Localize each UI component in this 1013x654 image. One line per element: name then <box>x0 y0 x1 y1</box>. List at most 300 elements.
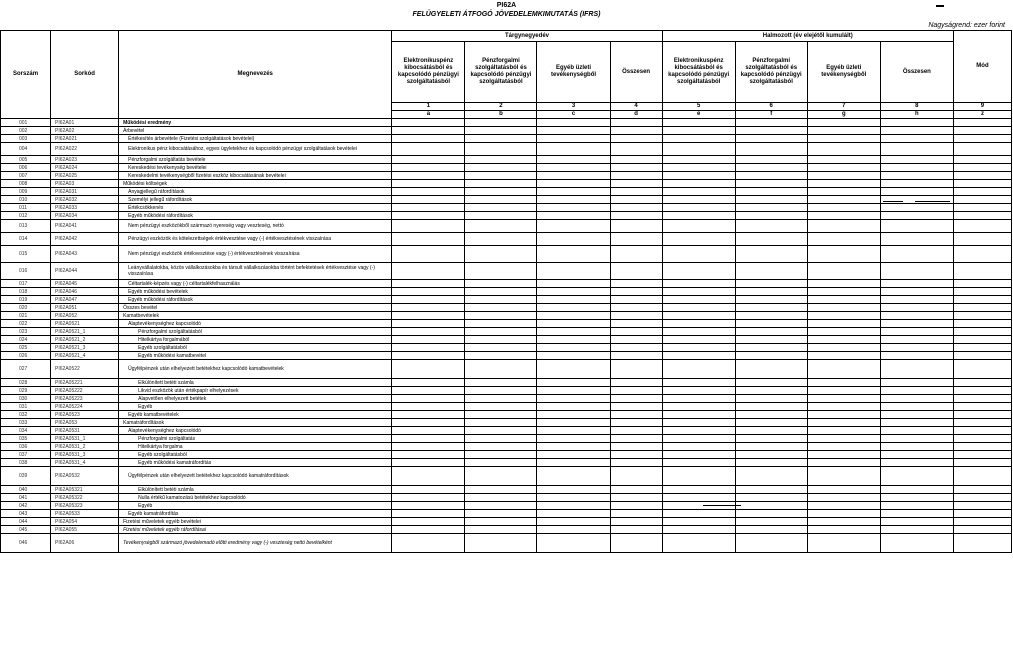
value-cell[interactable] <box>735 312 807 320</box>
value-cell[interactable] <box>880 280 953 288</box>
value-cell[interactable] <box>392 119 465 127</box>
value-cell[interactable] <box>880 119 953 127</box>
value-cell[interactable] <box>392 204 465 212</box>
value-cell[interactable] <box>880 296 953 304</box>
value-cell[interactable] <box>392 411 465 419</box>
value-cell[interactable] <box>537 164 610 172</box>
value-cell[interactable] <box>880 510 953 518</box>
value-cell[interactable] <box>465 312 537 320</box>
value-cell[interactable] <box>537 127 610 135</box>
value-cell[interactable] <box>537 435 610 443</box>
value-cell[interactable] <box>953 263 1011 280</box>
value-cell[interactable] <box>662 395 735 403</box>
value-cell[interactable] <box>465 164 537 172</box>
value-cell[interactable] <box>880 419 953 427</box>
value-cell[interactable] <box>537 304 610 312</box>
value-cell[interactable] <box>610 143 662 156</box>
value-cell[interactable] <box>953 510 1011 518</box>
value-cell[interactable] <box>537 486 610 494</box>
value-cell[interactable] <box>392 360 465 379</box>
value-cell[interactable] <box>610 212 662 220</box>
value-cell[interactable] <box>807 352 880 360</box>
value-cell[interactable] <box>392 263 465 280</box>
value-cell[interactable] <box>953 344 1011 352</box>
value-cell[interactable] <box>610 451 662 459</box>
value-cell[interactable] <box>735 164 807 172</box>
value-cell[interactable] <box>392 280 465 288</box>
value-cell[interactable] <box>953 328 1011 336</box>
value-cell[interactable] <box>807 156 880 164</box>
value-cell[interactable] <box>610 312 662 320</box>
value-cell[interactable] <box>537 336 610 344</box>
value-cell[interactable] <box>735 143 807 156</box>
value-cell[interactable] <box>537 467 610 486</box>
value-cell[interactable] <box>807 534 880 553</box>
value-cell[interactable] <box>537 403 610 411</box>
value-cell[interactable] <box>537 494 610 502</box>
value-cell[interactable] <box>392 188 465 196</box>
value-cell[interactable] <box>735 336 807 344</box>
value-cell[interactable] <box>953 459 1011 467</box>
value-cell[interactable] <box>537 204 610 212</box>
value-cell[interactable] <box>465 328 537 336</box>
value-cell[interactable] <box>610 502 662 510</box>
value-cell[interactable] <box>465 204 537 212</box>
value-cell[interactable] <box>880 336 953 344</box>
value-cell[interactable] <box>807 526 880 534</box>
value-cell[interactable] <box>735 280 807 288</box>
value-cell[interactable] <box>953 304 1011 312</box>
value-cell[interactable] <box>880 403 953 411</box>
value-cell[interactable] <box>465 494 537 502</box>
value-cell[interactable] <box>880 156 953 164</box>
value-cell[interactable] <box>610 419 662 427</box>
value-cell[interactable] <box>610 443 662 451</box>
value-cell[interactable] <box>610 328 662 336</box>
value-cell[interactable] <box>662 403 735 411</box>
value-cell[interactable] <box>880 467 953 486</box>
value-cell[interactable] <box>880 395 953 403</box>
value-cell[interactable] <box>880 344 953 352</box>
value-cell[interactable] <box>735 233 807 246</box>
value-cell[interactable] <box>392 180 465 188</box>
value-cell[interactable] <box>807 467 880 486</box>
value-cell[interactable] <box>735 204 807 212</box>
value-cell[interactable] <box>392 494 465 502</box>
value-cell[interactable] <box>537 312 610 320</box>
value-cell[interactable] <box>807 403 880 411</box>
value-cell[interactable] <box>953 435 1011 443</box>
value-cell[interactable] <box>662 196 735 204</box>
value-cell[interactable] <box>953 212 1011 220</box>
value-cell[interactable] <box>662 328 735 336</box>
value-cell[interactable] <box>662 518 735 526</box>
value-cell[interactable] <box>465 360 537 379</box>
value-cell[interactable] <box>465 288 537 296</box>
value-cell[interactable] <box>953 502 1011 510</box>
value-cell[interactable] <box>662 379 735 387</box>
value-cell[interactable] <box>392 220 465 233</box>
value-cell[interactable] <box>735 494 807 502</box>
value-cell[interactable] <box>735 443 807 451</box>
value-cell[interactable] <box>662 387 735 395</box>
value-cell[interactable] <box>953 119 1011 127</box>
value-cell[interactable] <box>953 188 1011 196</box>
value-cell[interactable] <box>953 419 1011 427</box>
value-cell[interactable] <box>807 344 880 352</box>
value-cell[interactable] <box>735 486 807 494</box>
value-cell[interactable] <box>610 127 662 135</box>
value-cell[interactable] <box>807 395 880 403</box>
value-cell[interactable] <box>735 246 807 263</box>
value-cell[interactable] <box>735 459 807 467</box>
value-cell[interactable] <box>537 280 610 288</box>
value-cell[interactable] <box>807 451 880 459</box>
value-cell[interactable] <box>662 352 735 360</box>
value-cell[interactable] <box>537 288 610 296</box>
value-cell[interactable] <box>610 526 662 534</box>
value-cell[interactable] <box>735 263 807 280</box>
value-cell[interactable] <box>392 233 465 246</box>
value-cell[interactable] <box>537 411 610 419</box>
value-cell[interactable] <box>735 180 807 188</box>
value-cell[interactable] <box>880 411 953 419</box>
value-cell[interactable] <box>465 427 537 435</box>
value-cell[interactable] <box>953 486 1011 494</box>
value-cell[interactable] <box>953 135 1011 143</box>
value-cell[interactable] <box>953 411 1011 419</box>
value-cell[interactable] <box>537 510 610 518</box>
value-cell[interactable] <box>537 196 610 204</box>
value-cell[interactable] <box>610 459 662 467</box>
value-cell[interactable] <box>662 459 735 467</box>
value-cell[interactable] <box>953 143 1011 156</box>
value-cell[interactable] <box>807 127 880 135</box>
value-cell[interactable] <box>392 459 465 467</box>
value-cell[interactable] <box>953 180 1011 188</box>
value-cell[interactable] <box>807 119 880 127</box>
value-cell[interactable] <box>662 212 735 220</box>
value-cell[interactable] <box>880 526 953 534</box>
value-cell[interactable] <box>735 320 807 328</box>
value-cell[interactable] <box>807 233 880 246</box>
value-cell[interactable] <box>465 344 537 352</box>
value-cell[interactable] <box>610 304 662 312</box>
value-cell[interactable] <box>537 220 610 233</box>
value-cell[interactable] <box>537 344 610 352</box>
value-cell[interactable] <box>735 419 807 427</box>
value-cell[interactable] <box>735 344 807 352</box>
value-cell[interactable] <box>392 502 465 510</box>
value-cell[interactable] <box>735 427 807 435</box>
value-cell[interactable] <box>735 518 807 526</box>
value-cell[interactable] <box>662 360 735 379</box>
value-cell[interactable] <box>807 143 880 156</box>
value-cell[interactable] <box>610 119 662 127</box>
value-cell[interactable] <box>392 387 465 395</box>
value-cell[interactable] <box>735 288 807 296</box>
value-cell[interactable] <box>465 296 537 304</box>
value-cell[interactable] <box>392 135 465 143</box>
value-cell[interactable] <box>735 119 807 127</box>
value-cell[interactable] <box>392 467 465 486</box>
value-cell[interactable] <box>392 164 465 172</box>
value-cell[interactable] <box>392 196 465 204</box>
value-cell[interactable] <box>465 220 537 233</box>
value-cell[interactable] <box>880 360 953 379</box>
value-cell[interactable] <box>735 379 807 387</box>
value-cell[interactable] <box>662 486 735 494</box>
value-cell[interactable] <box>537 135 610 143</box>
value-cell[interactable] <box>807 427 880 435</box>
value-cell[interactable] <box>392 451 465 459</box>
value-cell[interactable] <box>735 135 807 143</box>
value-cell[interactable] <box>880 518 953 526</box>
value-cell[interactable] <box>807 280 880 288</box>
value-cell[interactable] <box>610 403 662 411</box>
value-cell[interactable] <box>807 336 880 344</box>
value-cell[interactable] <box>610 246 662 263</box>
value-cell[interactable] <box>610 288 662 296</box>
value-cell[interactable] <box>953 526 1011 534</box>
value-cell[interactable] <box>392 288 465 296</box>
value-cell[interactable] <box>662 344 735 352</box>
value-cell[interactable] <box>392 143 465 156</box>
value-cell[interactable] <box>953 518 1011 526</box>
value-cell[interactable] <box>735 387 807 395</box>
value-cell[interactable] <box>662 143 735 156</box>
value-cell[interactable] <box>465 304 537 312</box>
value-cell[interactable] <box>662 304 735 312</box>
value-cell[interactable] <box>610 164 662 172</box>
value-cell[interactable] <box>392 212 465 220</box>
value-cell[interactable] <box>953 127 1011 135</box>
value-cell[interactable] <box>807 328 880 336</box>
value-cell[interactable] <box>662 534 735 553</box>
value-cell[interactable] <box>735 212 807 220</box>
value-cell[interactable] <box>537 328 610 336</box>
value-cell[interactable] <box>880 379 953 387</box>
value-cell[interactable] <box>392 344 465 352</box>
value-cell[interactable] <box>953 164 1011 172</box>
value-cell[interactable] <box>392 379 465 387</box>
value-cell[interactable] <box>537 246 610 263</box>
value-cell[interactable] <box>880 188 953 196</box>
value-cell[interactable] <box>465 467 537 486</box>
value-cell[interactable] <box>662 443 735 451</box>
value-cell[interactable] <box>610 188 662 196</box>
value-cell[interactable] <box>465 526 537 534</box>
value-cell[interactable] <box>953 233 1011 246</box>
value-cell[interactable] <box>807 188 880 196</box>
value-cell[interactable] <box>537 212 610 220</box>
value-cell[interactable] <box>880 143 953 156</box>
value-cell[interactable] <box>465 395 537 403</box>
value-cell[interactable] <box>953 395 1011 403</box>
value-cell[interactable] <box>662 263 735 280</box>
value-cell[interactable] <box>953 280 1011 288</box>
value-cell[interactable] <box>392 486 465 494</box>
value-cell[interactable] <box>953 296 1011 304</box>
value-cell[interactable] <box>807 288 880 296</box>
value-cell[interactable] <box>807 164 880 172</box>
value-cell[interactable] <box>392 518 465 526</box>
value-cell[interactable] <box>610 518 662 526</box>
value-cell[interactable] <box>662 288 735 296</box>
value-cell[interactable] <box>392 419 465 427</box>
value-cell[interactable] <box>662 451 735 459</box>
value-cell[interactable] <box>392 534 465 553</box>
value-cell[interactable] <box>953 220 1011 233</box>
value-cell[interactable] <box>610 427 662 435</box>
value-cell[interactable] <box>392 320 465 328</box>
value-cell[interactable] <box>953 403 1011 411</box>
value-cell[interactable] <box>465 387 537 395</box>
value-cell[interactable] <box>807 180 880 188</box>
value-cell[interactable] <box>537 233 610 246</box>
value-cell[interactable] <box>465 443 537 451</box>
value-cell[interactable] <box>807 360 880 379</box>
value-cell[interactable] <box>465 518 537 526</box>
value-cell[interactable] <box>662 156 735 164</box>
value-cell[interactable] <box>735 467 807 486</box>
value-cell[interactable] <box>465 486 537 494</box>
value-cell[interactable] <box>807 135 880 143</box>
value-cell[interactable] <box>735 220 807 233</box>
value-cell[interactable] <box>735 411 807 419</box>
value-cell[interactable] <box>610 411 662 419</box>
value-cell[interactable] <box>465 379 537 387</box>
value-cell[interactable] <box>880 312 953 320</box>
value-cell[interactable] <box>807 419 880 427</box>
value-cell[interactable] <box>537 451 610 459</box>
value-cell[interactable] <box>807 435 880 443</box>
value-cell[interactable] <box>953 379 1011 387</box>
value-cell[interactable] <box>392 312 465 320</box>
value-cell[interactable] <box>465 212 537 220</box>
value-cell[interactable] <box>537 379 610 387</box>
value-cell[interactable] <box>735 510 807 518</box>
value-cell[interactable] <box>537 534 610 553</box>
value-cell[interactable] <box>610 233 662 246</box>
value-cell[interactable] <box>465 419 537 427</box>
value-cell[interactable] <box>392 526 465 534</box>
value-cell[interactable] <box>537 443 610 451</box>
value-cell[interactable] <box>392 156 465 164</box>
value-cell[interactable] <box>880 534 953 553</box>
value-cell[interactable] <box>662 119 735 127</box>
value-cell[interactable] <box>807 196 880 204</box>
value-cell[interactable] <box>537 419 610 427</box>
value-cell[interactable] <box>465 510 537 518</box>
value-cell[interactable] <box>953 352 1011 360</box>
value-cell[interactable] <box>735 328 807 336</box>
value-cell[interactable] <box>953 204 1011 212</box>
value-cell[interactable] <box>880 486 953 494</box>
value-cell[interactable] <box>880 320 953 328</box>
value-cell[interactable] <box>392 403 465 411</box>
value-cell[interactable] <box>537 502 610 510</box>
value-cell[interactable] <box>465 534 537 553</box>
value-cell[interactable] <box>735 534 807 553</box>
value-cell[interactable] <box>807 494 880 502</box>
value-cell[interactable] <box>953 196 1011 204</box>
value-cell[interactable] <box>610 320 662 328</box>
value-cell[interactable] <box>880 443 953 451</box>
value-cell[interactable] <box>392 427 465 435</box>
value-cell[interactable] <box>735 395 807 403</box>
value-cell[interactable] <box>880 263 953 280</box>
value-cell[interactable] <box>537 172 610 180</box>
value-cell[interactable] <box>953 312 1011 320</box>
value-cell[interactable] <box>662 419 735 427</box>
value-cell[interactable] <box>880 352 953 360</box>
value-cell[interactable] <box>662 204 735 212</box>
value-cell[interactable] <box>880 233 953 246</box>
value-cell[interactable] <box>953 534 1011 553</box>
value-cell[interactable] <box>735 188 807 196</box>
value-cell[interactable] <box>662 233 735 246</box>
value-cell[interactable] <box>662 296 735 304</box>
value-cell[interactable] <box>662 135 735 143</box>
value-cell[interactable] <box>807 486 880 494</box>
value-cell[interactable] <box>465 172 537 180</box>
value-cell[interactable] <box>735 403 807 411</box>
value-cell[interactable] <box>537 263 610 280</box>
value-cell[interactable] <box>880 427 953 435</box>
value-cell[interactable] <box>537 180 610 188</box>
value-cell[interactable] <box>662 172 735 180</box>
value-cell[interactable] <box>735 304 807 312</box>
value-cell[interactable] <box>953 467 1011 486</box>
value-cell[interactable] <box>610 280 662 288</box>
value-cell[interactable] <box>537 427 610 435</box>
value-cell[interactable] <box>610 263 662 280</box>
value-cell[interactable] <box>662 435 735 443</box>
value-cell[interactable] <box>465 156 537 164</box>
value-cell[interactable] <box>610 220 662 233</box>
value-cell[interactable] <box>807 246 880 263</box>
value-cell[interactable] <box>537 156 610 164</box>
value-cell[interactable] <box>392 304 465 312</box>
value-cell[interactable] <box>392 296 465 304</box>
value-cell[interactable] <box>953 427 1011 435</box>
value-cell[interactable] <box>662 336 735 344</box>
value-cell[interactable] <box>880 172 953 180</box>
value-cell[interactable] <box>537 518 610 526</box>
value-cell[interactable] <box>735 526 807 534</box>
value-cell[interactable] <box>610 344 662 352</box>
value-cell[interactable] <box>465 119 537 127</box>
value-cell[interactable] <box>610 352 662 360</box>
value-cell[interactable] <box>465 502 537 510</box>
value-cell[interactable] <box>537 459 610 467</box>
value-cell[interactable] <box>953 494 1011 502</box>
value-cell[interactable] <box>610 534 662 553</box>
value-cell[interactable] <box>610 172 662 180</box>
value-cell[interactable] <box>537 143 610 156</box>
value-cell[interactable] <box>392 435 465 443</box>
value-cell[interactable] <box>392 352 465 360</box>
value-cell[interactable] <box>662 320 735 328</box>
value-cell[interactable] <box>807 320 880 328</box>
value-cell[interactable] <box>880 435 953 443</box>
value-cell[interactable] <box>465 127 537 135</box>
value-cell[interactable] <box>610 336 662 344</box>
value-cell[interactable] <box>880 246 953 263</box>
value-cell[interactable] <box>880 135 953 143</box>
value-cell[interactable] <box>610 180 662 188</box>
